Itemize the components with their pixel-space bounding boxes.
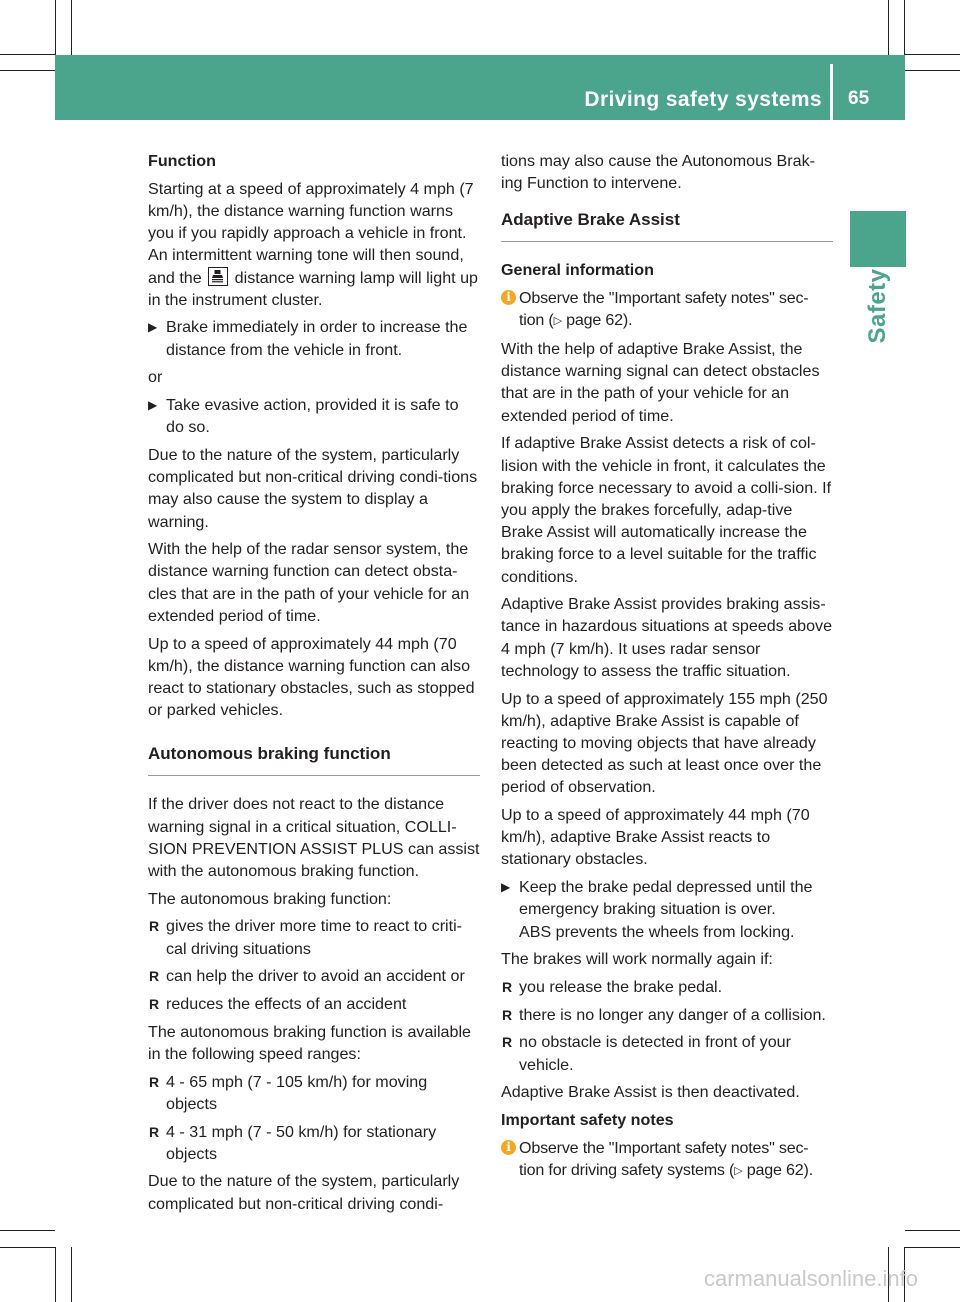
paragraph: Due to the nature of the system, particularly complicated but non-critical driving condi-tions may also cause the system to display a warning.: [148, 445, 478, 531]
bullet-icon: R: [502, 1006, 513, 1023]
paragraph: Up to a speed of approximately 155 mph (250 km/h), adaptive Brake Assist is capable of reacting to moving objects that have already been detected as such at least once over the period of observation.: [501, 689, 828, 797]
paragraph: Due to the nature of the system, particularly complicated but non-critical driving condi-: [148, 1172, 460, 1213]
page-reference-link[interactable]: page 62).: [746, 1160, 813, 1179]
paragraph: Up to a speed of approximately 44 mph (70 km/h), adaptive Brake Assist reacts to stationary obstacles.: [501, 806, 810, 869]
paragraph: Up to a speed of approximately 44 mph (70 km/h), the distance warning function can also react to stationary obstacles, such as stopped or parked vehicles.: [148, 634, 475, 720]
paragraph: The brakes will work normally again if:: [501, 950, 773, 969]
step-text: Brake immediately in order to increase the distance from the vehicle in front.: [166, 318, 468, 359]
paragraph: [148, 178, 480, 311]
paragraph: The autonomous braking function is available in the following speed ranges:: [148, 1022, 471, 1063]
section-heading-adaptive-brake-assist: Adaptive Brake Assist: [501, 209, 833, 242]
bullet-icon: R: [149, 968, 160, 985]
crop-mark: [0, 1230, 55, 1231]
list-item: [148, 915, 480, 959]
list-item-text: no obstacle is detected in front of your vehicle.: [519, 1033, 791, 1074]
function-heading: Function: [148, 152, 216, 170]
step-arrow-icon: ▶: [501, 880, 511, 895]
list-item-text: 4 - 31 mph (7 - 50 km/h) for stationary objects: [166, 1122, 437, 1163]
crop-mark: [55, 1247, 56, 1302]
crop-mark: [905, 1230, 960, 1231]
crop-mark: [0, 1247, 55, 1248]
list-item-text: you release the brake pedal.: [519, 978, 723, 996]
section-tab: [850, 211, 906, 267]
list-item: [148, 993, 480, 1015]
right-column: [501, 150, 833, 1188]
list-item: [501, 1031, 833, 1075]
paragraph: The autonomous braking function:: [148, 889, 392, 908]
crop-mark: [888, 0, 889, 55]
crop-mark: [71, 1247, 72, 1302]
distance-warning-lamp-icon: [208, 267, 228, 286]
page-ref-triangle-icon: ▷: [734, 1164, 743, 1177]
or-text: or: [148, 368, 163, 387]
crop-mark: [905, 70, 960, 71]
paragraph: With the help of the radar sensor system, the distance warning function can detect obsta-cles that are in the path of your vehicle for an extended period of time.: [148, 540, 470, 625]
paragraph: If the driver does not react to the distance warning signal in a critical situation, COLLI-SION PREVENTION ASSIST PLUS can assist with the autonomous braking function.: [148, 795, 480, 880]
bullet-icon: R: [502, 979, 513, 995]
crop-mark: [905, 1247, 960, 1248]
list-item-text: can help the driver to avoid an accident or: [166, 967, 465, 986]
paragraph: With the help of adaptive Brake Assist, the distance warning signal can detect obstacles that are in the path of your vehicle for an extended period of time.: [501, 340, 820, 425]
list-item: [148, 1121, 480, 1165]
list-item-text: reduces the effects of an accident: [166, 995, 407, 1013]
action-step: [148, 316, 480, 360]
watermark: carmanualsonline.info: [703, 1266, 918, 1291]
paragraph: If adaptive Brake Assist detects a risk of col-lision with the vehicle in front, it calculates the braking force necessary to avoid a colli-sion. If you apply the brakes forcefully, adap-tive Brake Assist will automatically increase the braking force to a level suitable for the traffic conditions.: [501, 434, 832, 586]
list-item: [501, 976, 833, 998]
paragraph-text: Starting at a speed of approximately 4 mph (7 km/h), the distance warning function warns you if you rapidly approach a vehicle in front. An intermittent warning tone will then sound, and the: [148, 179, 474, 287]
page-number: 65: [848, 88, 870, 109]
list-item-text: gives the driver more time to react to criti-cal driving situations: [166, 917, 463, 958]
paragraph: tions may also cause the Autonomous Brak-ing Function to intervene.: [501, 152, 815, 193]
crop-mark: [71, 0, 72, 55]
list-item: [148, 1071, 480, 1115]
section-heading-autonomous: Autonomous braking function: [148, 743, 480, 776]
general-information-heading: General information: [501, 261, 654, 280]
step-text: Take evasive action, provided it is safe to do so.: [166, 396, 459, 437]
important-safety-notes-heading: Important safety notes: [501, 1111, 674, 1130]
paragraph-text: distance warning lamp will light up in the instrument cluster.: [148, 268, 478, 309]
page-title: Driving safety systems: [584, 88, 822, 111]
step-arrow-icon: ▶: [148, 320, 158, 335]
info-icon: i: [501, 1140, 516, 1155]
page-reference-link[interactable]: page 62).: [566, 311, 633, 330]
info-text: Observe the "Important safety notes" sec-tion for driving safety systems (: [519, 1138, 809, 1179]
info-icon: i: [501, 290, 516, 305]
bullet-icon: R: [149, 996, 160, 1012]
header-separator: [830, 64, 833, 120]
list-item: [501, 1004, 833, 1026]
bullet-icon: R: [502, 1034, 513, 1051]
step-arrow-icon: ▶: [148, 398, 158, 413]
bullet-icon: R: [149, 1123, 160, 1140]
paragraph: Adaptive Brake Assist is then deactivated.: [501, 1083, 800, 1102]
page-ref-triangle-icon: ▷: [553, 315, 562, 328]
crop-mark: [55, 0, 56, 55]
action-step: [148, 394, 480, 438]
list-item-text: there is no longer any danger of a collision.: [519, 1005, 826, 1024]
step-note: ABS prevents the wheels from locking.: [519, 922, 795, 941]
paragraph: Adaptive Brake Assist provides braking assis-tance in hazardous situations at speeds above 4 mph (7 km/h). It uses radar sensor technology to assess the traffic situation.: [501, 595, 833, 680]
list-item-text: 4 - 65 mph (7 - 105 km/h) for moving objects: [166, 1072, 428, 1113]
bullet-icon: R: [149, 918, 160, 935]
bullet-icon: R: [149, 1073, 160, 1090]
step-text: Keep the brake pedal depressed until the emergency braking situation is over.: [519, 878, 813, 919]
action-step: [501, 876, 833, 943]
crop-mark: [904, 0, 905, 55]
info-text: Observe the "Important safety notes" sec-tion (: [519, 289, 809, 330]
crop-mark: [0, 70, 55, 71]
list-item: [148, 965, 480, 987]
crop-mark: [0, 54, 55, 55]
info-note: [501, 1137, 833, 1182]
left-column: [148, 150, 480, 1220]
crop-mark: [905, 54, 960, 55]
section-label: Safety: [864, 268, 891, 344]
info-note: [501, 287, 833, 332]
